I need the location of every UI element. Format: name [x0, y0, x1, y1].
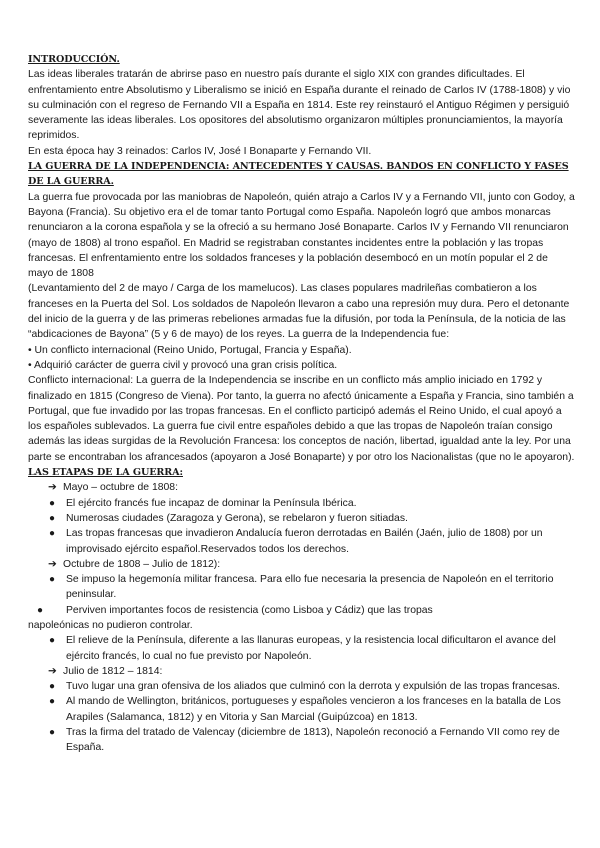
- stage-title: ➔ Julio de 1812 – 1814:: [28, 664, 576, 679]
- bullet-icon: ●: [49, 512, 56, 524]
- list-item: ● Tuvo lugar una gran ofensiva de los aliados que culminó con la derrota y expulsión de las tropas francesas.: [28, 679, 576, 694]
- stages-heading: LAS ETAPAS DE LA GUERRA:: [28, 467, 183, 479]
- war-paragraph-causes: La guerra fue provocada por las maniobras de Napoleón, quién atrajo a Carlos IV y a Fernando VII, junto con Godoy, a Bayona (Francia). Su objetivo era el de tomar tanto Portugal como España. Napoleón logró que ambos monarcas renunciaron a la corona española y se la ofreció a su hermano José Bonaparte. Carlos IV y Fernando VII renunciaron (mayo de 1808) al trono español. En Madrid se registraban constantes incidentes entre la población y las tropas francesas. El enfrentamiento entre los soldados franceses y la población desembocó en un motín popular el 2 de mayo de 1808: [28, 191, 575, 280]
- intro-heading: INTRODUCCIÓN.: [28, 54, 120, 65]
- bullet-icon: ●: [49, 696, 56, 708]
- bullet-icon: ●: [37, 604, 44, 616]
- bullet-icon: ●: [49, 497, 56, 509]
- arrow-icon: ➔: [48, 558, 57, 570]
- war-bullet-international: • Un conflicto internacional (Reino Unido, Portugal, Francia y España).: [28, 344, 352, 356]
- document-page: [28, 52, 576, 756]
- bullet-icon: ●: [49, 727, 56, 739]
- bullet-icon: ●: [49, 635, 56, 647]
- list-item: ● Las tropas francesas que invadieron Andalucía fueron derrotadas en Bailén (Jaén, julio de 1808) por un improvisado ejército español.Reservados todos los derechos.: [49, 528, 543, 555]
- bullet-icon: ●: [49, 574, 56, 586]
- list-item: ● El ejército francés fue incapaz de dominar la Península Ibérica.: [28, 496, 576, 511]
- arrow-icon: ➔: [48, 665, 57, 677]
- arrow-icon: ➔: [48, 482, 57, 494]
- stage-title: ➔ Octubre de 1808 – Julio de 1812):: [28, 557, 576, 572]
- stages-list: [28, 480, 576, 755]
- intro-paragraph: Las ideas liberales tratarán de abrirse paso en nuestro país durante el siglo XIX con grandes dificultades. El enfrentamiento entre Absolutismo y Liberalismo se inició en España durante el reinado de Carlos IV (1788-1808) y vio su culminación con el regreso de Fernando VII a España en 1814. Este rey reinstauró el Antiguo Régimen y persiguió severamente las ideas liberales. Los opositores del absolutismo organizaron múltiples pronunciamientos, la mayoría reprimidos.: [28, 69, 571, 142]
- war-paragraph-uprising: (Levantamiento del 2 de mayo / Carga de los mamelucos). Las clases populares madrileñas combatieron a los franceses en la Puerta del Sol. Los soldados de Napoleón llevaron a cabo una represión muy dura. Pero el detonante del inicio de la guerra y de las primeras rebeliones armadas fue la difusión, por toda la Península, de la noticia de las “abdicaciones de Bayona” (5 y 6 de mayo) de los reyes. La guerra de la Independencia fue:: [28, 283, 570, 341]
- list-item: ● Tras la firma del tratado de Valencay (diciembre de 1813), Napoleón reconoció a Fernando VII como rey de España.: [49, 727, 560, 754]
- war-paragraph-conflict: Conflicto internacional: La guerra de la Independencia se inscribe en un conflicto más amplio iniciado en 1792 y finalizado en 1815 (Congreso de Viena). Por tanto, la guerra no afectó únicamente a España y Francia, sino también a Portugal, que fue invadido por las tropas francesas. En el conflicto participó además el Reino Unido, el cual apoyó a los españoles sublevados. La guerra fue civil entre españoles debido a que las tropas de Napoleón traían consigo además las ideas surgidas de la Revolución Francesa: los conceptos de nación, libertad, igualdad ante la ley. Por una parte se encontraban los afrancesados (apoyaron a José Bonaparte) y por otro los Nacionalistas (que no le apoyaron).: [28, 375, 575, 463]
- bullet-icon: ●: [49, 528, 56, 540]
- list-item: ● Al mando de Wellington, británicos, portugueses y españoles vencieron a los franceses en la batalla de Los Arapiles (Salamanca, 1812) y en Vitoria y San Marcial (Guipúzcoa) en 1813.: [49, 696, 561, 723]
- list-item: ● Perviven importantes focos de resistencia (como Lisboa y Cádiz) que las tropas napoleónicas no pudieron controlar.: [28, 604, 433, 631]
- list-item: ● El relieve de la Península, diferente a las llanuras europeas, y la resistencia local dificultaron el avance del ejército francés, lo cual no fue previsto por Napoleón.: [49, 635, 556, 662]
- bullet-icon: ●: [49, 681, 56, 693]
- stage-title: ➔ Mayo – octubre de 1808:: [28, 480, 576, 495]
- war-heading: LA GUERRA DE LA INDEPENDENCIA: ANTECEDENTES Y CAUSAS. BANDOS EN CONFLICTO Y FASES DE LA GUERRA.: [28, 161, 569, 188]
- list-item: ● Se impuso la hegemonía militar francesa. Para ello fue necesaria la presencia de Napoleón en el territorio peninsular.: [49, 574, 554, 601]
- list-item: ● Numerosas ciudades (Zaragoza y Gerona), se rebelaron y fueron sitiadas.: [28, 511, 576, 526]
- war-bullet-civil: • Adquirió carácter de guerra civil y provocó una gran crisis política.: [28, 359, 338, 371]
- intro-reigns: En esta época hay 3 reinados: Carlos IV, José I Bonaparte y Fernando VII.: [28, 145, 372, 157]
